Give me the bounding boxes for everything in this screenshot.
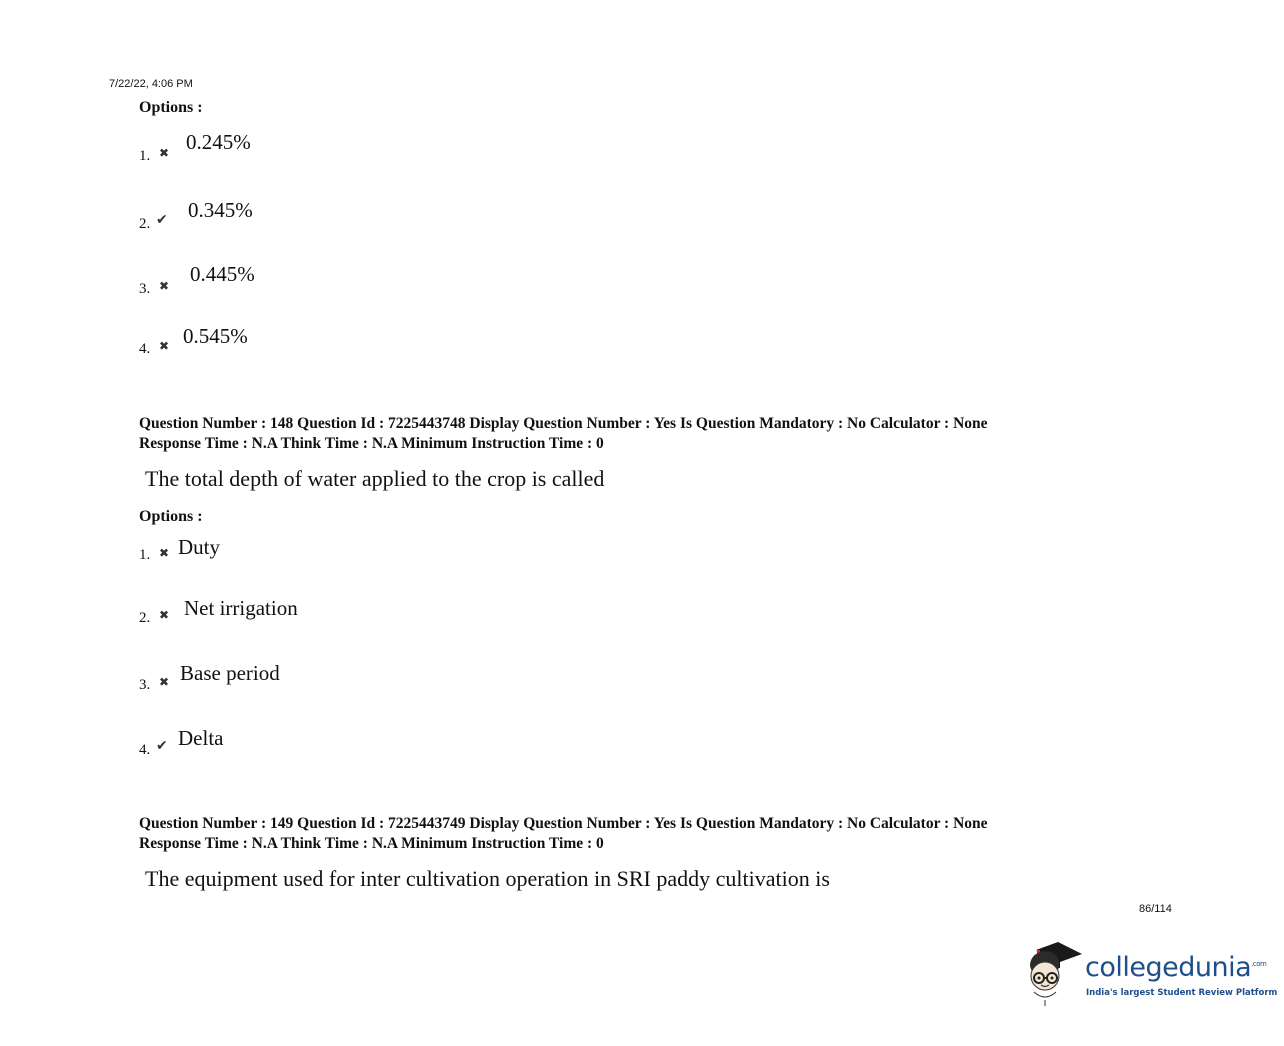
collegedunia-wordmark: collegedunia$^{.com}$ [1085,952,1267,983]
question-meta: Response Time : N.A Think Time : N.A Minimum Instruction Time : 0 [139,835,604,852]
option-text: Net irrigation [184,596,298,620]
print-timestamp: 7/22/22, 4:06 PM [109,78,193,90]
option-text: Duty [178,535,220,559]
option-number: 4. [139,742,151,758]
option-number: 3. [139,281,151,297]
question-meta: Response Time : N.A Think Time : N.A Minimum Instruction Time : 0 [139,435,604,452]
question-text: The equipment used for inter cultivation operation in SRI paddy cultivation is [145,866,830,891]
option-number: 2. [139,216,151,232]
option-text: 0.245% [186,130,251,154]
options-label: Options : [139,508,203,525]
option-text: Delta [178,726,224,750]
question-text: The total depth of water applied to the crop is called [145,466,605,491]
page-number: 86/114 [1139,903,1172,915]
cross-icon: ✖ [159,279,170,293]
option-text: 0.545% [183,324,248,348]
collegedunia-tagline: India's largest Student Review Platform [1086,988,1278,998]
check-icon: ✔ [156,212,168,228]
cross-icon: ✖ [159,675,170,689]
cross-icon: ✖ [159,546,170,560]
option-text: Base period [180,661,280,685]
question-meta: Question Number : 148 Question Id : 7225443748 Display Question Number : Yes Is Question Mandatory : No Calculator : None [139,415,988,432]
question-meta: Question Number : 149 Question Id : 7225443749 Display Question Number : Yes Is Question Mandatory : No Calculator : None [139,815,988,832]
options-label: Options : [139,99,203,116]
option-number: 1. [139,148,151,164]
option-text: 0.345% [188,198,253,222]
option-number: 3. [139,677,151,693]
cross-icon: ✖ [159,339,170,353]
cross-icon: ✖ [159,146,170,160]
check-icon: ✔ [156,738,168,754]
cross-icon: ✖ [159,608,170,622]
collegedunia-mascot-logo [1024,940,1084,1008]
option-number: 1. [139,547,151,563]
option-number: 4. [139,341,151,357]
option-number: 2. [139,610,151,626]
option-text: 0.445% [190,262,255,286]
